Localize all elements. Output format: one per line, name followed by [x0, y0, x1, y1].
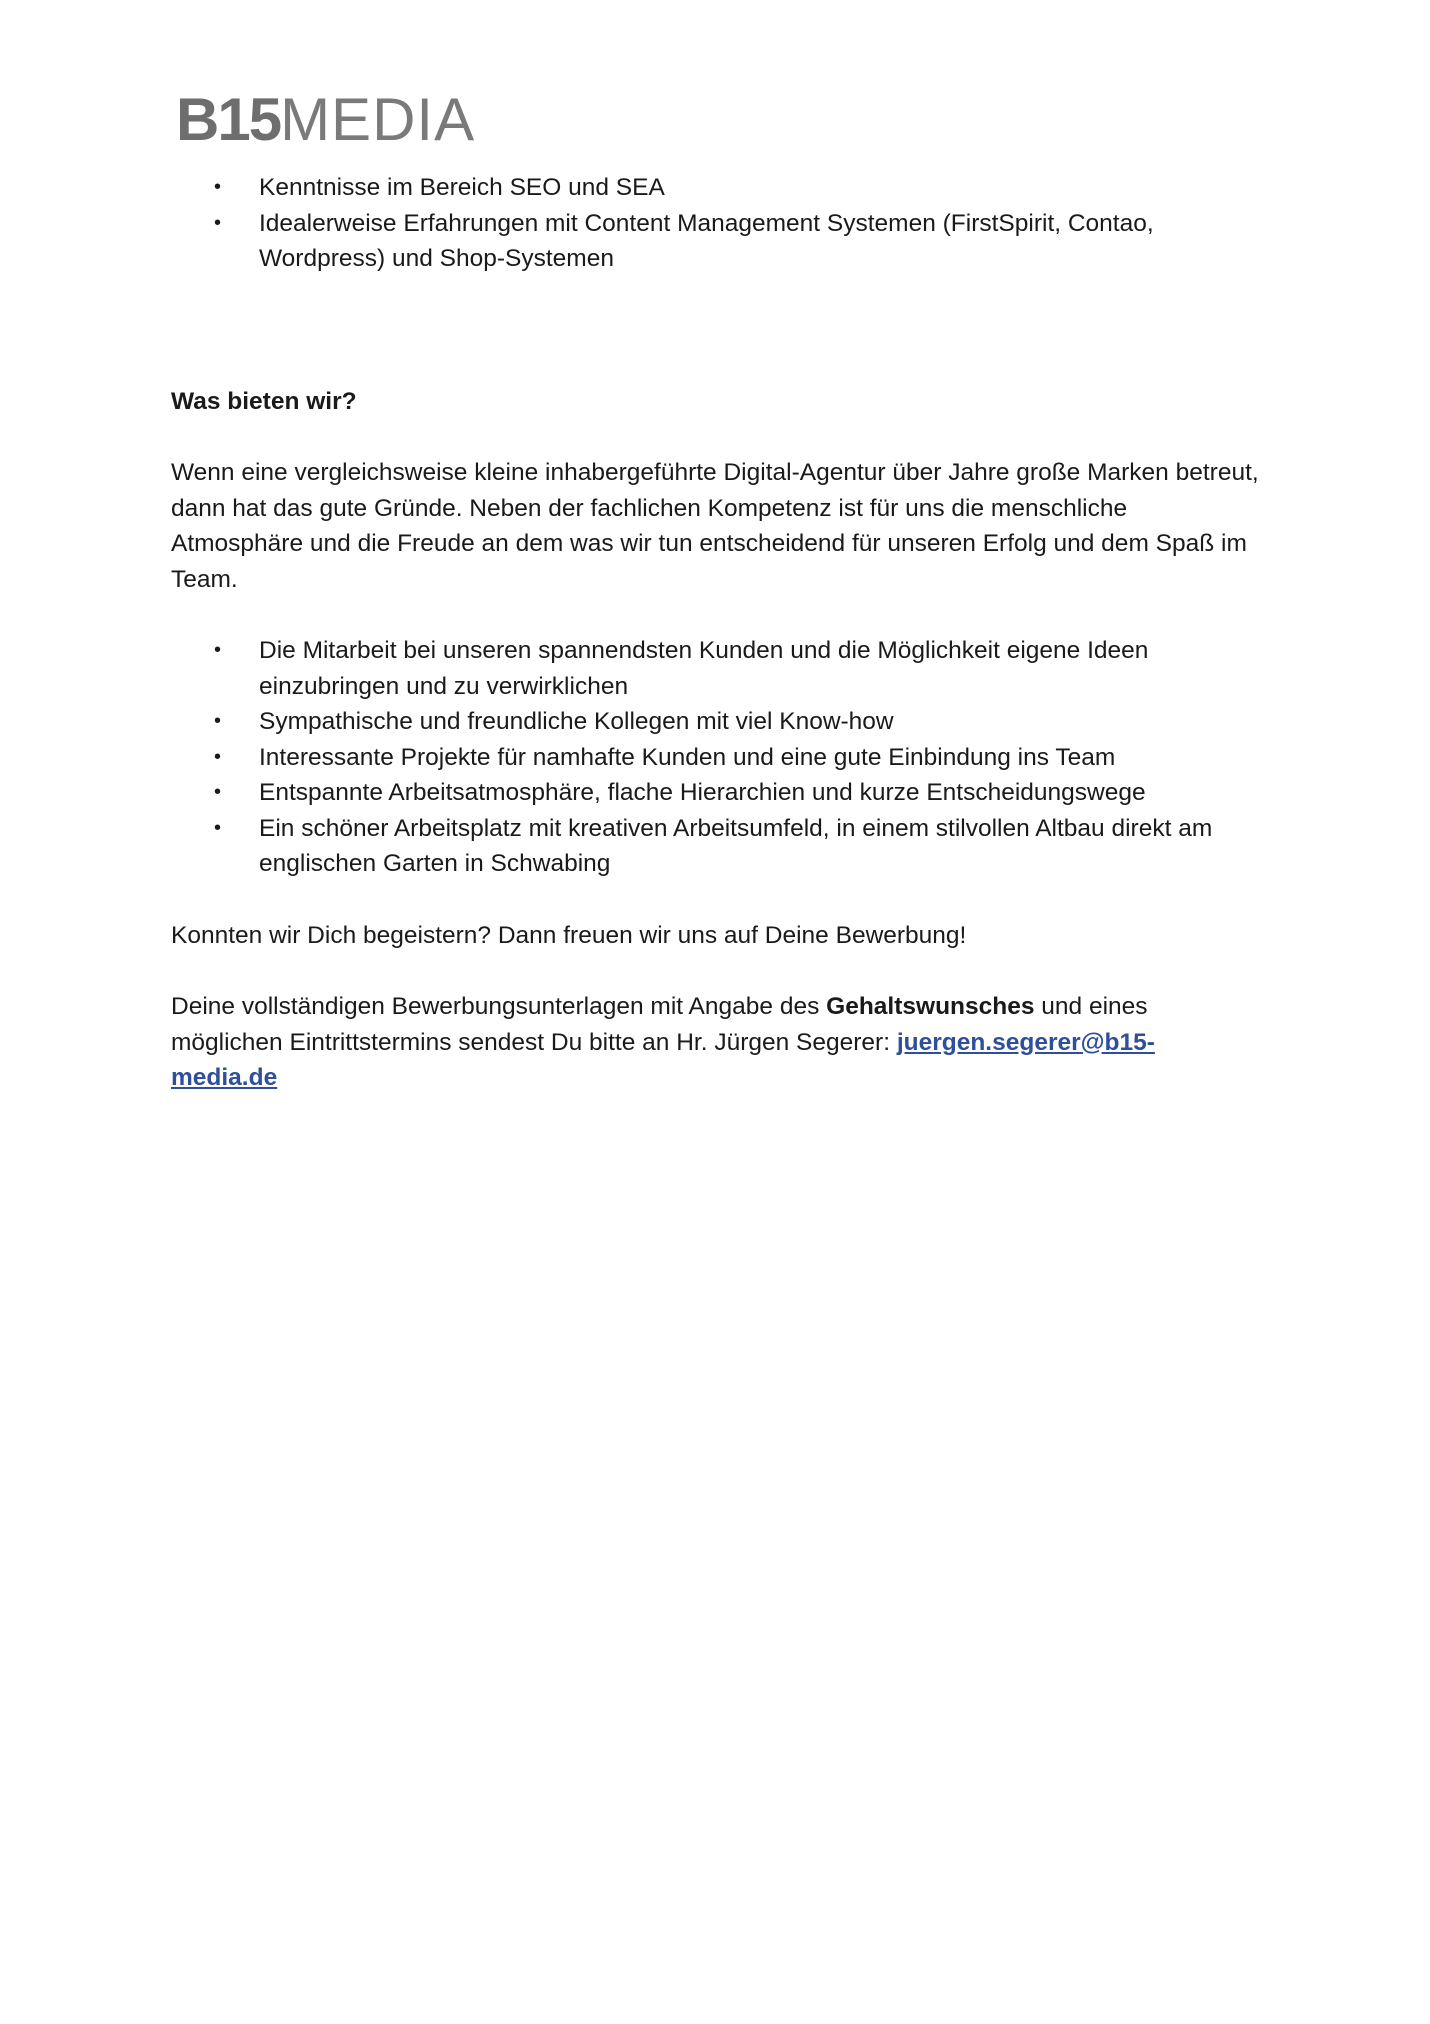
bullet-icon: • — [214, 781, 222, 803]
bullet-icon: • — [214, 639, 222, 661]
salary-expectation-text: Gehaltswunsches — [826, 993, 1035, 1020]
bullet-icon: • — [214, 816, 222, 839]
list-item — [171, 704, 1261, 740]
list-item — [171, 206, 1261, 277]
list-item — [171, 633, 1261, 704]
requirements-list — [171, 170, 1261, 277]
logo-light-text: MEDIA — [280, 86, 476, 153]
application-paragraph — [171, 989, 1261, 1096]
list-item-text: Entspannte Arbeitsatmosphäre, flache Hierarchien und kurze Entscheidungswege — [259, 779, 1146, 806]
bullet-icon: • — [214, 176, 222, 198]
bullet-icon: • — [214, 745, 222, 768]
list-item-text: Kenntnisse im Bereich SEO und SEA — [259, 174, 665, 201]
bullet-icon: • — [214, 710, 222, 732]
intro-paragraph: Wenn eine vergleichsweise kleine inhabergeführte Digital-Agentur über Jahre große Marken betreut, dann hat das gute Gründe. Neben der fachlichen Kompetenz ist für uns die menschliche Atmosphäre und die Freude an dem was wir tun entscheidend für unseren Erfolg und dem Spaß im Team. — [171, 459, 1259, 593]
benefits-list — [171, 633, 1261, 882]
list-item-text: Sympathische und freundliche Kollegen mit viel Know-how — [259, 708, 894, 735]
list-item — [171, 775, 1261, 811]
list-item — [171, 740, 1261, 776]
document-body — [171, 170, 1261, 1096]
company-logo — [176, 84, 475, 156]
contact-email-link[interactable]: juergen.segerer@b15-media.de — [171, 1028, 1155, 1091]
list-item-text: Interessante Projekte für namhafte Kunden und eine gute Einbindung ins Team — [259, 743, 1116, 771]
list-item — [171, 811, 1261, 882]
bullet-icon: • — [214, 211, 222, 234]
list-item-text: Idealerweise Erfahrungen mit Content Management Systemen (FirstSpirit, Contao, Wordpress) und Shop-Systemen — [259, 209, 1154, 272]
logo-bold-text: B15 — [176, 86, 281, 153]
closing-paragraph: Konnten wir Dich begeistern? Dann freuen wir uns auf Deine Bewerbung! — [171, 921, 967, 949]
list-item-text: Die Mitarbeit bei unseren spannendsten Kunden und die Möglichkeit eigene Ideen einzubringen und zu verwirklichen — [259, 637, 1149, 700]
application-text-after: und eines möglichen Eintrittstermins sendest Du bitte an Hr. Jürgen Segerer: — [171, 993, 1148, 1056]
application-text-before: Deine vollständigen Bewerbungsunterlagen mit Angabe des — [171, 993, 827, 1020]
section-heading: Was bieten wir? — [171, 387, 357, 415]
list-item — [171, 170, 1261, 206]
list-item-text: Ein schöner Arbeitsplatz mit kreativen Arbeitsumfeld, in einem stilvollen Altbau direkt am englischen Garten in Schwabing — [259, 814, 1213, 877]
